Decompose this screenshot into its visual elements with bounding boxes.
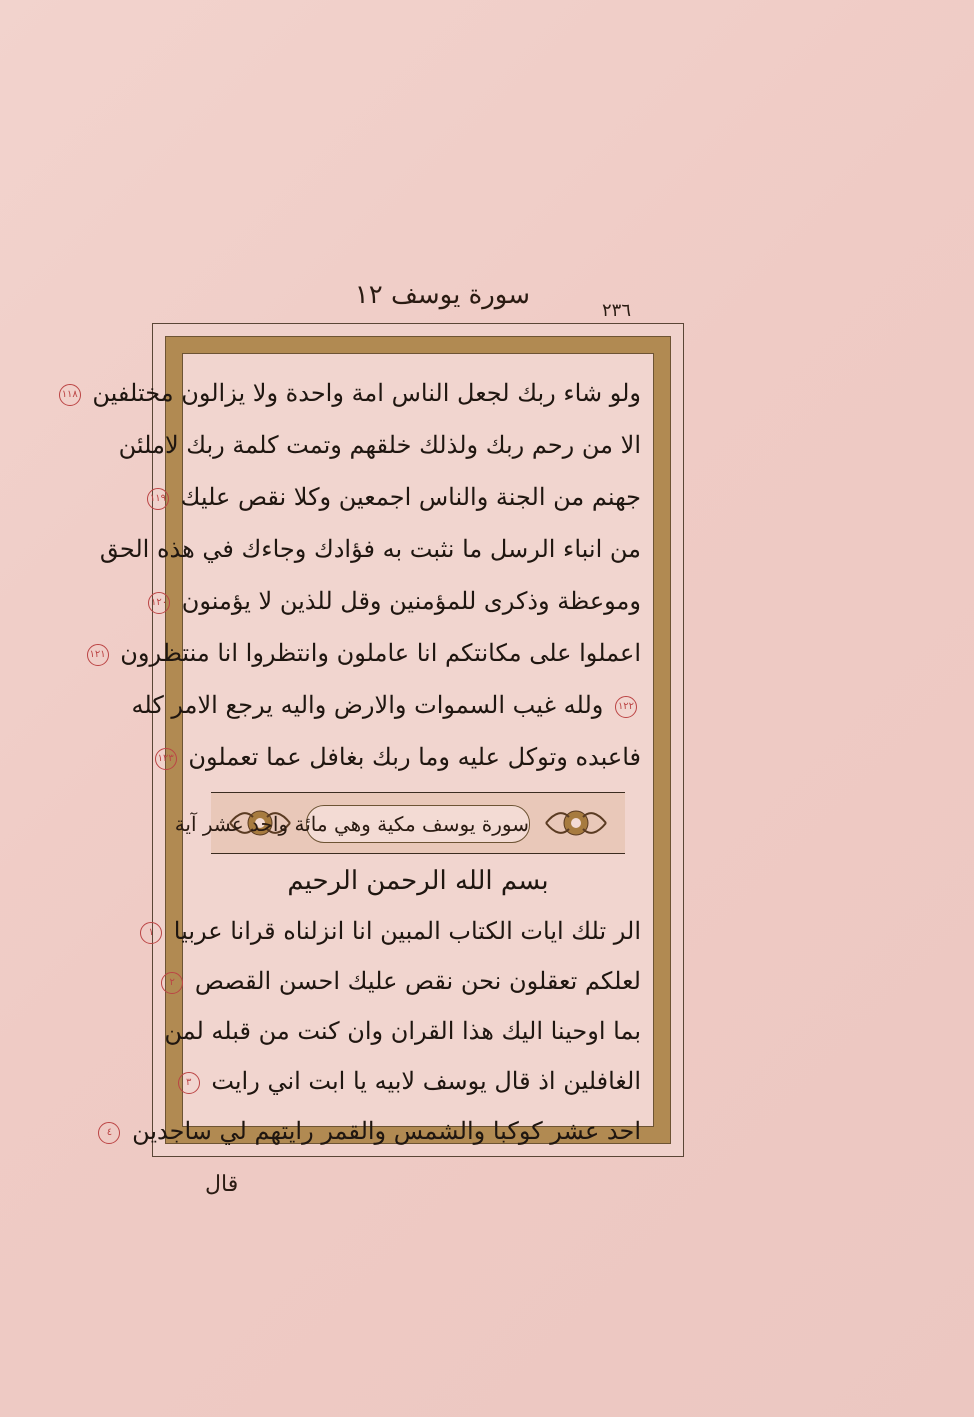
upper-text-block — [61, 372, 641, 782]
ayah-marker: ١٢٠ — [148, 592, 170, 614]
ayah-marker: ٢ — [161, 972, 183, 994]
page-frame — [61, 323, 684, 1157]
ayah-marker: ٤ — [98, 1122, 120, 1144]
basmala: بسم الله الرحمن الرحيم — [287, 866, 549, 896]
text-line: ١٢٢ ولله غيب السموات والارض واليه يرجع الامر كله — [195, 684, 641, 726]
text-line: وموعظة وذكرى للمؤمنين وقل للذين لا يؤمنون ١٢٠ — [195, 580, 641, 622]
surah-title: سورة يوسف ١٢ — [354, 280, 530, 310]
ayah-marker: ١١٩ — [147, 488, 169, 510]
surah-heading: سورة يوسف مكية وهي مائة واحد عشر آية — [306, 805, 530, 843]
text-line: ولو شاء ربك لجعل الناس امة واحدة ولا يزالون مختلفين ١١٨ — [195, 372, 641, 414]
floral-ornament-icon — [541, 801, 611, 845]
catchword: قال — [205, 1172, 239, 1197]
text-line: جهنم من الجنة والناس اجمعين وكلا نقص عليك ١١٩ — [195, 476, 641, 518]
surah-divider — [174, 792, 625, 854]
text-line: من انباء الرسل ما نثبت به فؤادك وجاءك في هذه الحق — [99, 535, 641, 563]
ayah-marker: ٣ — [178, 1072, 200, 1094]
text-line: الغافلين اذ قال يوسف لابيه يا ابت اني رايت ٣ — [195, 1060, 641, 1102]
ayah-marker: ١١٨ — [59, 384, 81, 406]
text-area — [61, 353, 654, 1145]
gold-border — [61, 336, 671, 1145]
ayah-marker: ١ — [140, 922, 162, 944]
page-header — [0, 270, 974, 322]
page-number: ٢٣٦ — [602, 300, 632, 321]
text-line: اعملوا على مكانتكم انا عاملون وانتظروا انا منتظرون ١٢١ — [195, 632, 641, 674]
text-line: احد عشر كوكبا والشمس والقمر رايتهم لي ساجدين ٤ — [195, 1110, 641, 1152]
text-line: الا من رحم ربك ولذلك خلقهم وتمت كلمة ربك لاملئن — [118, 431, 641, 459]
text-line: بما اوحينا اليك هذا القران وان كنت من قبله لمن — [164, 1017, 641, 1045]
text-line: لعلكم تعقلون نحن نقص عليك احسن القصص ٢ — [195, 960, 641, 1002]
text-line: الر تلك ايات الكتاب المبين انا انزلناه قرانا عربيا ١ — [195, 910, 641, 952]
lower-text-block — [106, 860, 641, 1150]
ayah-marker: ١٢٢ — [615, 696, 637, 718]
ayah-marker: ١٢١ — [87, 644, 109, 666]
text-line: فاعبده وتوكل عليه وما ربك بغافل عما تعملون ١٢٣ — [195, 736, 641, 778]
ayah-marker: ١٢٣ — [155, 748, 177, 770]
